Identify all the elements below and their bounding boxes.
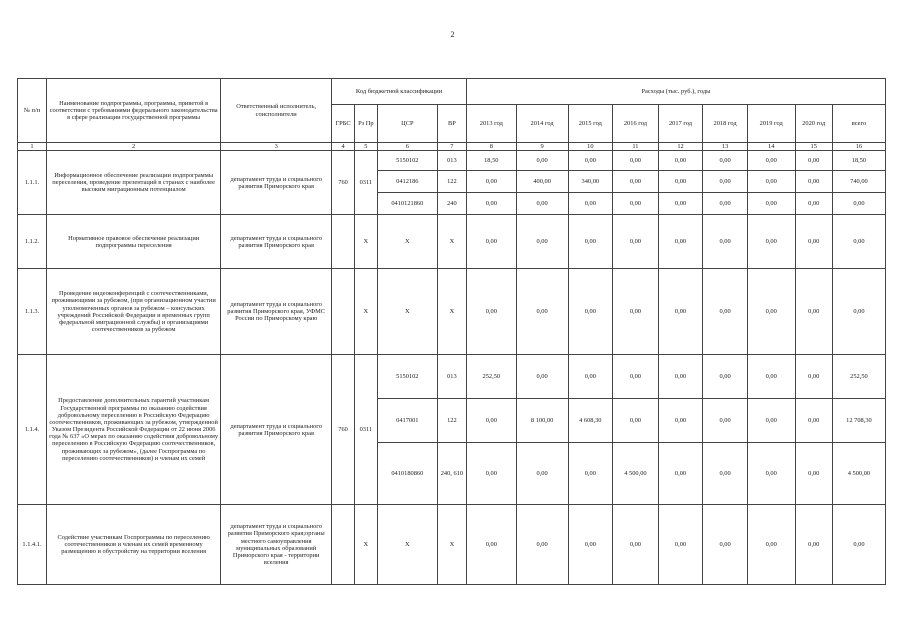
header-year: 2016 год — [613, 105, 659, 143]
header-year: 2018 год — [703, 105, 748, 143]
row-value: 0,00 — [568, 193, 613, 215]
row-grbs: 760 — [332, 151, 355, 215]
header-year: 2015 год — [568, 105, 613, 143]
header-csr: ЦСР — [377, 105, 437, 143]
row-value: 0,00 — [568, 269, 613, 355]
row-value: 0,00 — [703, 151, 748, 171]
row-value: 0,00 — [516, 269, 568, 355]
row-value: 0,00 — [795, 151, 832, 171]
row-value: 0,00 — [795, 443, 832, 505]
row-value: 0,00 — [516, 505, 568, 585]
row-name: Содействие участникам Госпрограммы по переселению соотечественников и членам их семей временному размещению и обустройству на территории вселения — [47, 505, 221, 585]
column-number: 13 — [703, 143, 748, 151]
row-value: 0,00 — [613, 151, 659, 171]
row-number: 1.1.4.1. — [18, 505, 47, 585]
row-name: Проведение видеоконференций с соотечественниками, проживающими за рубежом, (при организационном участии уполномоченных органов за рубежом – консульских учреждений Российской Федерации и временных групп федеральной миграционной службы) и организациями соотечественников за рубежом — [47, 269, 221, 355]
header-num: № п/п — [18, 79, 47, 143]
row-value: 0,00 — [703, 355, 748, 399]
row-value: 0,00 — [466, 193, 516, 215]
row-value: 0,00 — [703, 171, 748, 193]
header-year: 2017 год — [658, 105, 703, 143]
row-vr: Х — [437, 215, 466, 269]
header-rzpr: Рз Пр — [354, 105, 377, 143]
row-value: 0,00 — [795, 505, 832, 585]
row-value: 0,00 — [747, 505, 795, 585]
page-number: 2 — [450, 30, 455, 39]
row-csr: Х — [377, 505, 437, 585]
column-number-row — [18, 143, 886, 151]
row-grbs — [332, 215, 355, 269]
column-number: 6 — [377, 143, 437, 151]
row-value: 0,00 — [747, 215, 795, 269]
row-value: 0,00 — [832, 505, 885, 585]
row-csr: Х — [377, 269, 437, 355]
row-value: 0,00 — [466, 443, 516, 505]
row-value: 18,50 — [832, 151, 885, 171]
row-rzpr: Х — [354, 505, 377, 585]
row-value: 0,00 — [613, 193, 659, 215]
column-number: 8 — [466, 143, 516, 151]
row-value: 0,00 — [832, 269, 885, 355]
row-executor: департамент труда и социального развития Приморского края — [221, 355, 332, 505]
row-value: 740,00 — [832, 171, 885, 193]
header-name: Наименование подпрограммы, программы, приветой в соответствии с требованиями федерального законодательства в сфере реализации государственной программы — [47, 79, 221, 143]
row-value: 0,00 — [658, 193, 703, 215]
row-value: 0,00 — [658, 269, 703, 355]
row-value: 0,00 — [613, 171, 659, 193]
row-vr: 013 — [437, 355, 466, 399]
column-number: 9 — [516, 143, 568, 151]
table-row — [18, 505, 886, 585]
row-value: 0,00 — [658, 399, 703, 443]
row-value: 0,00 — [658, 151, 703, 171]
row-value: 0,00 — [703, 443, 748, 505]
row-csr: 0417001 — [377, 399, 437, 443]
table-row — [18, 269, 886, 355]
row-value: 0,00 — [658, 505, 703, 585]
row-value: 0,00 — [795, 215, 832, 269]
row-value: 0,00 — [795, 269, 832, 355]
row-value: 0,00 — [568, 355, 613, 399]
row-vr: Х — [437, 505, 466, 585]
row-value: 18,50 — [466, 151, 516, 171]
row-value: 0,00 — [747, 171, 795, 193]
header-total: всего — [832, 105, 885, 143]
row-vr: Х — [437, 269, 466, 355]
row-grbs — [332, 269, 355, 355]
column-number: 11 — [613, 143, 659, 151]
header-year: 2019 год — [747, 105, 795, 143]
row-value: 0,00 — [613, 269, 659, 355]
table-row — [18, 151, 886, 171]
row-csr: 5150102 — [377, 355, 437, 399]
row-value: 4 500,00 — [613, 443, 659, 505]
row-value: 0,00 — [613, 505, 659, 585]
row-value: 0,00 — [658, 443, 703, 505]
budget-table — [17, 78, 886, 585]
row-value: 0,00 — [613, 399, 659, 443]
row-name: Нормативное правовое обеспечение реализации подпрограммы переселения — [47, 215, 221, 269]
table-row — [18, 355, 886, 399]
column-number: 16 — [832, 143, 885, 151]
row-value: 0,00 — [613, 355, 659, 399]
row-value: 0,00 — [832, 193, 885, 215]
row-value: 0,00 — [568, 443, 613, 505]
row-value: 0,00 — [658, 355, 703, 399]
row-value: 0,00 — [795, 193, 832, 215]
row-grbs: 760 — [332, 355, 355, 505]
row-rzpr: 0311 — [354, 151, 377, 215]
row-value: 0,00 — [795, 171, 832, 193]
row-number: 1.1.3. — [18, 269, 47, 355]
row-value: 0,00 — [747, 151, 795, 171]
column-number: 7 — [437, 143, 466, 151]
row-csr: 0412186 — [377, 171, 437, 193]
row-value: 0,00 — [658, 215, 703, 269]
row-value: 0,00 — [516, 355, 568, 399]
table-row — [18, 215, 886, 269]
row-value: 0,00 — [568, 151, 613, 171]
header-budget-code: Код бюджетной классификации — [332, 79, 467, 105]
header-year: 2014 год — [516, 105, 568, 143]
header-year: 2020 год — [795, 105, 832, 143]
row-rzpr: 0311 — [354, 355, 377, 505]
header-executor: Ответственный исполнитель, соисполнители — [221, 79, 332, 143]
row-value: 0,00 — [466, 399, 516, 443]
row-executor: департамент труда и социального развития Приморского края — [221, 151, 332, 215]
row-value: 0,00 — [747, 443, 795, 505]
column-number: 3 — [221, 143, 332, 151]
row-rzpr: Х — [354, 215, 377, 269]
column-number: 5 — [354, 143, 377, 151]
column-number: 12 — [658, 143, 703, 151]
row-csr: Х — [377, 215, 437, 269]
row-executor: департамент труда и социального развития Приморского края, УФМС России по Приморскому краю — [221, 269, 332, 355]
row-executor: департамент труда и социального развития Приморского края — [221, 215, 332, 269]
row-executor: департамент труда и социального развития Приморского края;органы местного самоуправления муниципальных образований Приморского края - территории вселения — [221, 505, 332, 585]
row-number: 1.1.4. — [18, 355, 47, 505]
column-number: 15 — [795, 143, 832, 151]
column-number: 2 — [47, 143, 221, 151]
row-value: 0,00 — [747, 269, 795, 355]
header-vr: ВР — [437, 105, 466, 143]
header-row — [18, 79, 886, 105]
row-number: 1.1.1. — [18, 151, 47, 215]
row-value: 8 100,00 — [516, 399, 568, 443]
column-number: 10 — [568, 143, 613, 151]
column-number: 4 — [332, 143, 355, 151]
row-value: 340,00 — [568, 171, 613, 193]
row-value: 0,00 — [703, 505, 748, 585]
row-value: 252,50 — [832, 355, 885, 399]
row-value: 0,00 — [703, 399, 748, 443]
row-value: 400,00 — [516, 171, 568, 193]
row-value: 0,00 — [466, 269, 516, 355]
header-grbs: ГРБС — [332, 105, 355, 143]
row-grbs — [332, 505, 355, 585]
row-value: 4 500,00 — [832, 443, 885, 505]
row-value: 0,00 — [658, 171, 703, 193]
row-value: 0,00 — [703, 215, 748, 269]
row-vr: 240 — [437, 193, 466, 215]
row-vr: 240, 610 — [437, 443, 466, 505]
column-number: 14 — [747, 143, 795, 151]
row-value: 0,00 — [795, 355, 832, 399]
row-value: 0,00 — [516, 193, 568, 215]
row-csr: 0410180860 — [377, 443, 437, 505]
row-value: 0,00 — [466, 215, 516, 269]
row-value: 0,00 — [795, 399, 832, 443]
row-csr: 0410121860 — [377, 193, 437, 215]
row-name: Информационное обеспечение реализации подпрограммы переселения, проведение презентаций в странах с наиболее высоким миграционным потенциалом — [47, 151, 221, 215]
row-value: 0,00 — [516, 151, 568, 171]
row-value: 0,00 — [703, 193, 748, 215]
row-value: 0,00 — [747, 193, 795, 215]
row-value: 0,00 — [568, 505, 613, 585]
row-value: 0,00 — [568, 215, 613, 269]
row-value: 0,00 — [516, 443, 568, 505]
row-vr: 122 — [437, 171, 466, 193]
row-value: 4 608,30 — [568, 399, 613, 443]
row-value: 0,00 — [466, 505, 516, 585]
row-csr: 5150102 — [377, 151, 437, 171]
row-value: 0,00 — [703, 269, 748, 355]
row-rzpr: Х — [354, 269, 377, 355]
row-value: 0,00 — [747, 355, 795, 399]
column-number: 1 — [18, 143, 47, 151]
row-value: 12 708,30 — [832, 399, 885, 443]
row-number: 1.1.2. — [18, 215, 47, 269]
row-value: 252,50 — [466, 355, 516, 399]
row-vr: 013 — [437, 151, 466, 171]
header-expenses: Расходы (тыс. руб.), годы — [466, 79, 885, 105]
row-value: 0,00 — [466, 171, 516, 193]
row-vr: 122 — [437, 399, 466, 443]
row-value: 0,00 — [747, 399, 795, 443]
row-value: 0,00 — [516, 215, 568, 269]
row-value: 0,00 — [613, 215, 659, 269]
row-value: 0,00 — [832, 215, 885, 269]
header-year: 2013 год — [466, 105, 516, 143]
row-name: Предоставление дополнительных гарантий участникам Государственной программы по оказанию содействия добровольному переселению в Российскую Федерацию соотечественников, проживающих за рубежом, утвержденной Указом Президента Российской Федерации от 22 июня 2006 года № 637 «О мерах по оказанию содействия добровольному переселению в Российскую Федерацию соотечественников, проживающих за рубежом», (далее Госпрограмма по переселению соотечественников) и членам их семей — [47, 355, 221, 505]
